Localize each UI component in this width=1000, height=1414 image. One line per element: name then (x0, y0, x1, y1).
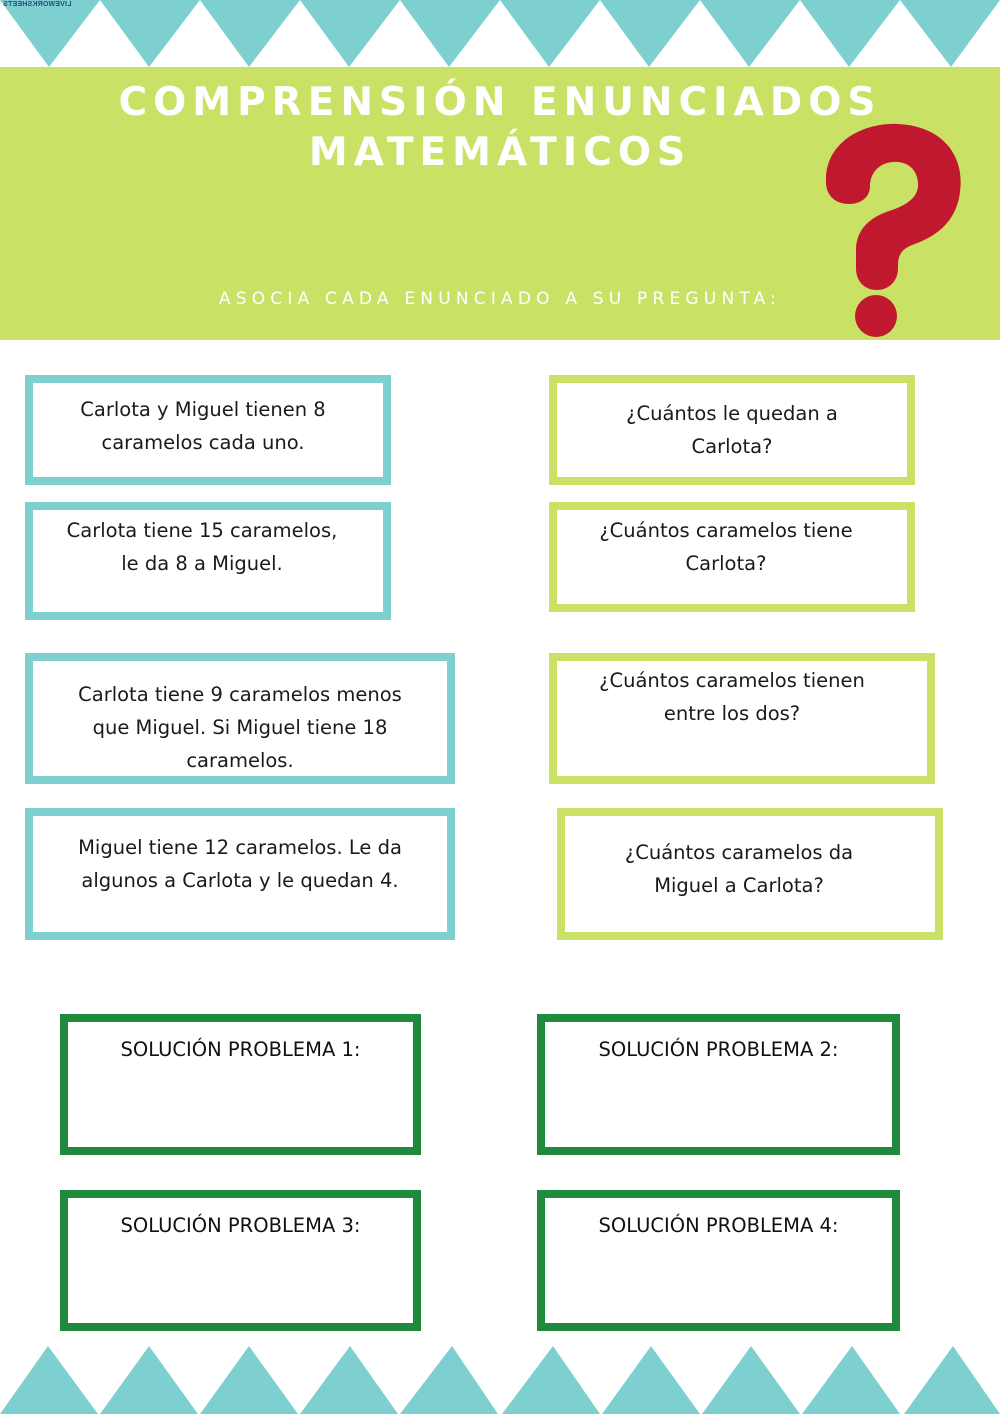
statement-2-line-2: le da 8 a Miguel. (121, 552, 283, 575)
title-line-1: COMPRENSIÓN ENUNCIADOS (118, 80, 882, 125)
bottom-zigzag-border (0, 1346, 1000, 1414)
question-card-2[interactable] (549, 502, 915, 612)
question-4-line-1: ¿Cuántos caramelos da (624, 841, 854, 864)
solution-3-label: SOLUCIÓN PROBLEMA 3: (120, 1214, 361, 1237)
solution-2-label: SOLUCIÓN PROBLEMA 2: (598, 1038, 839, 1061)
statement-4-line-2: algunos a Carlota y le quedan 4. (81, 869, 399, 892)
statement-1-line-1: Carlota y Miguel tienen 8 (80, 398, 326, 421)
statement-1-line-2: caramelos cada uno. (101, 431, 305, 454)
liveworksheets-logo: LIVEWORKSHEETS (3, 1, 72, 8)
question-4-line-2: Miguel a Carlota? (654, 874, 824, 897)
statement-4-line-1: Miguel tiene 12 caramelos. Le da (78, 836, 402, 859)
statement-card-3[interactable] (25, 653, 455, 784)
question-2-line-2: Carlota? (685, 552, 767, 575)
solution-box-4[interactable] (537, 1190, 900, 1331)
top-zigzag-border (0, 0, 1000, 68)
question-card-1[interactable] (549, 375, 915, 485)
question-card-3[interactable] (549, 653, 935, 784)
statement-card-2[interactable] (25, 502, 391, 620)
statement-3-line-3: caramelos. (186, 749, 294, 772)
solution-box-2[interactable] (537, 1014, 900, 1155)
question-3-line-1: ¿Cuántos caramelos tienen (599, 669, 865, 692)
question-1-line-1: ¿Cuántos le quedan a (626, 402, 838, 425)
question-1-line-2: Carlota? (691, 435, 773, 458)
question-card-4[interactable] (557, 808, 943, 940)
statement-3-line-2: que Miguel. Si Miguel tiene 18 (92, 716, 388, 739)
solution-box-1[interactable] (60, 1014, 421, 1155)
instructions-subtitle: ASOCIA CADA ENUNCIADO A SU PREGUNTA: (218, 289, 782, 309)
statement-card-1[interactable] (25, 375, 391, 485)
question-3-line-2: entre los dos? (663, 702, 801, 725)
statement-3-line-1: Carlota tiene 9 caramelos menos (78, 683, 402, 706)
solution-4-label: SOLUCIÓN PROBLEMA 4: (598, 1214, 839, 1237)
solution-box-3[interactable] (60, 1190, 421, 1331)
title-line-2: MATEMÁTICOS (308, 130, 692, 175)
statement-2-line-1: Carlota tiene 15 caramelos, (66, 519, 338, 542)
statement-card-4[interactable] (25, 808, 455, 940)
question-2-line-1: ¿Cuántos caramelos tiene (599, 519, 853, 542)
solution-1-label: SOLUCIÓN PROBLEMA 1: (120, 1038, 361, 1061)
question-mark-icon (820, 120, 965, 340)
